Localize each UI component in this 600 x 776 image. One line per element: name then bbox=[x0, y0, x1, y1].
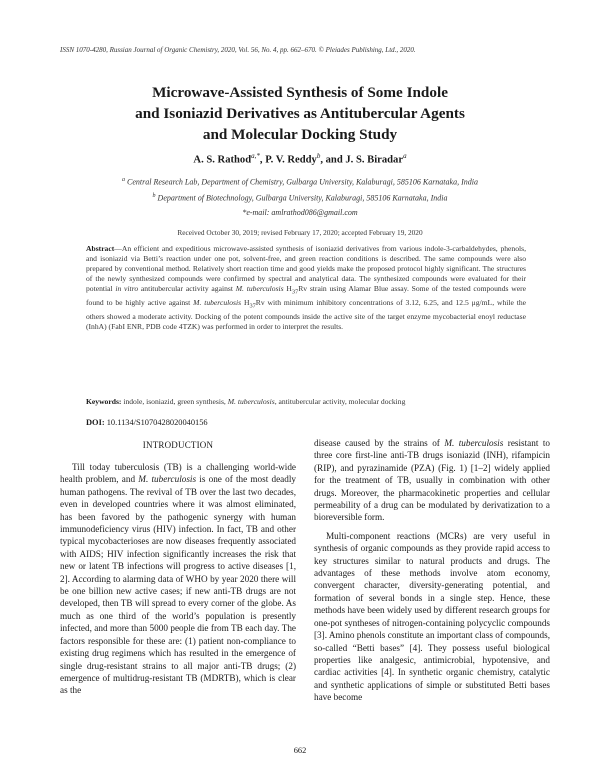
title-line-3: and Molecular Docking Study bbox=[202, 126, 398, 143]
author-2-affil: b bbox=[316, 152, 321, 160]
affiliation-a-text: Central Research Lab, Department of Chemistry, Gulbarga University, Kalaburagi, 585106 Karnataka, India bbox=[127, 177, 478, 187]
strain-subscript: 37 bbox=[291, 288, 299, 296]
abstract-organism: M. tuberculosis bbox=[193, 297, 242, 307]
abstract-organism: M. tuberculosis bbox=[235, 284, 284, 294]
keywords-organism: M. tuberculosis bbox=[227, 397, 275, 406]
paragraph-text: resistant to three core first-line anti-TB drugs isoniazid (INH), rifampicin (RIP), and pyrazinamide (PZA) (Fig. 1) [1–2] widely applied for the treatment of TB, usually in combination with other drugs. Moreover, the pharmacokinetic properties and cellular permeability of a drug can be modulated by derivatization to a bioreversible form. bbox=[314, 438, 550, 523]
keywords bbox=[86, 397, 526, 406]
abstract-text: antitubercular activity against bbox=[138, 284, 236, 294]
author-separator: , bbox=[259, 154, 263, 166]
paragraph-text: disease caused by the strains of bbox=[314, 438, 445, 448]
author-1-affil: a,* bbox=[251, 152, 260, 160]
page-number: 662 bbox=[293, 746, 307, 755]
author-1: A. S. Rathod bbox=[193, 154, 252, 166]
section-heading-introduction: INTRODUCTION bbox=[142, 440, 214, 450]
keywords-text: , antitubercular activity, molecular docking bbox=[274, 397, 406, 406]
intro-paragraph-2: Multi-component reactions (MCRs) are very useful in synthesis of organic compounds as they provide rapid access to key structures similar to natural products and drugs. The advantages of these methods involve atom economy, convergent character, diversity-generating potential, and formation of several bonds in a single step. Hence, these methods have been widely used by different research groups for one-pot syntheses of nitrogen-containing polycyclic compounds [3]. Amino phenols constitute an important class of compounds, so-called “Betti bases” [4]. They possess useful biological properties like analgesic, antimicrobial, hypotensive, and cardiac activities [4]. In synthetic organic chemistry, catalytic and synthetic applications of simple or substituted Betti bases have become bbox=[314, 530, 550, 703]
keywords-text: indole, isoniazid, green synthesis, bbox=[121, 397, 228, 406]
abstract-text: —An efficient and expeditious microwave-assisted synthesis of isoniazid derivatives from various indole-3-carbaldehydes, phenols, and isoniazid via Betti’s reaction under one pot, solvent-free, and green reaction conditions is described. The same compounds were also prepared by conventional method. Relatively short reaction time and good yields make the proposed protocol highly significant. The structures of the newly synthesized compounds were confirmed by spectral and analytical data. The synthesized compounds were evaluated for their potential bbox=[86, 244, 526, 294]
abstract-text: Rv with minimum inhibitory concentrations of 3.12, 6.25, and 12.5 μg/mL, while the others showed a moderate activity. Docking of the potent compounds inside the active site of the target enzyme mycobacterial enoyl reductase (InhA) (FabI ENR, PDB code 4TZK) was performed in order to interpret the results. bbox=[86, 297, 526, 331]
paragraph-text: Till today tuberculosis (TB) is a challenging world-wide health problem, and bbox=[60, 462, 296, 485]
organism-name: M. tuberculosis bbox=[138, 474, 197, 485]
corresponding-email: *e-mail: amlrathod086@gmail.com bbox=[242, 208, 358, 217]
doi-label: DOI: bbox=[86, 418, 105, 427]
received-dates: Received October 30, 2019; revised February 17, 2020; accepted February 19, 2020 bbox=[177, 228, 423, 237]
title-line-2: and Isoniazid Derivatives as Antitubercular Agents bbox=[135, 105, 465, 122]
paragraph-text: is one of the most deadly human pathogens. The revival of TB over the last two decades, even in developed countries where it was almost eliminated, has been favored by the pathogenic synergy with human immunodeficiency virus (HIV) infection. In fact, TB and other typical mycobacterioses are now diseases frequently associated with AIDS; HIV infection significantly increases the risk that new or latent TB infections will progress to active diseases [1, 2]. According to alarming data of WHO by year 2020 there will be one billion new active cases; if new anti-TB drugs are not developed, then TB will spread to every corner of the globe. As much as one third of the world’s population is presently infected, and more than 5000 people die from TB each day. The factors responsible for these are: (1) patient non-compliance to existing drug regimens which has resulted in the emergence of single drug-resistant strains to all major anti-TB drugs; (2) emergence of multidrug-resistant TB (MDRTB), which is clear as the bbox=[60, 474, 296, 696]
abstract-text: H bbox=[241, 297, 250, 307]
affiliation-a-marker: a bbox=[122, 177, 126, 183]
doi-value[interactable]: 10.1134/S1070428020040156 bbox=[104, 418, 208, 427]
abstract bbox=[86, 244, 526, 332]
author-2: P. V. Reddy bbox=[265, 154, 317, 166]
affiliation-b bbox=[50, 193, 550, 203]
doi bbox=[86, 418, 526, 427]
author-3-affil: a bbox=[403, 152, 407, 160]
affiliation-b-text: Department of Biotechnology, Gulbarga University, Kalaburagi, 585106 Karnataka, India bbox=[157, 193, 448, 203]
author-separator: , bbox=[320, 154, 323, 166]
intro-paragraph-1 bbox=[60, 461, 296, 697]
keywords-label: Keywords: bbox=[86, 397, 122, 406]
body-column-left bbox=[60, 461, 296, 697]
abstract-label: Abstract bbox=[86, 244, 115, 253]
abstract-text: H bbox=[283, 284, 292, 294]
author-3: J. S. Biradar bbox=[345, 154, 404, 166]
affiliation-a bbox=[50, 177, 550, 187]
abstract-italic: in vitro bbox=[115, 284, 139, 294]
author-conjunction: and bbox=[325, 154, 343, 166]
article-title bbox=[50, 82, 550, 145]
strain-subscript: 37 bbox=[249, 302, 256, 310]
journal-header: ISSN 1070-4280, Russian Journal of Organic Chemistry, 2020, Vol. 56, No. 4, pp. 662–670. © Pleiades Publishing, Ltd., 2020. bbox=[60, 46, 416, 54]
abstract-text: Rv strain using Alamar Blue assay. Some of the tested compounds were found to be highly active against bbox=[86, 284, 526, 307]
organism-name: M. tuberculosis bbox=[444, 438, 504, 448]
body-column-right bbox=[314, 437, 550, 704]
title-line-1: Microwave-Assisted Synthesis of Some Indole bbox=[152, 84, 448, 101]
author-list bbox=[50, 152, 550, 166]
intro-paragraph-1-continued bbox=[314, 437, 550, 524]
affiliation-b-marker: b bbox=[152, 193, 156, 199]
